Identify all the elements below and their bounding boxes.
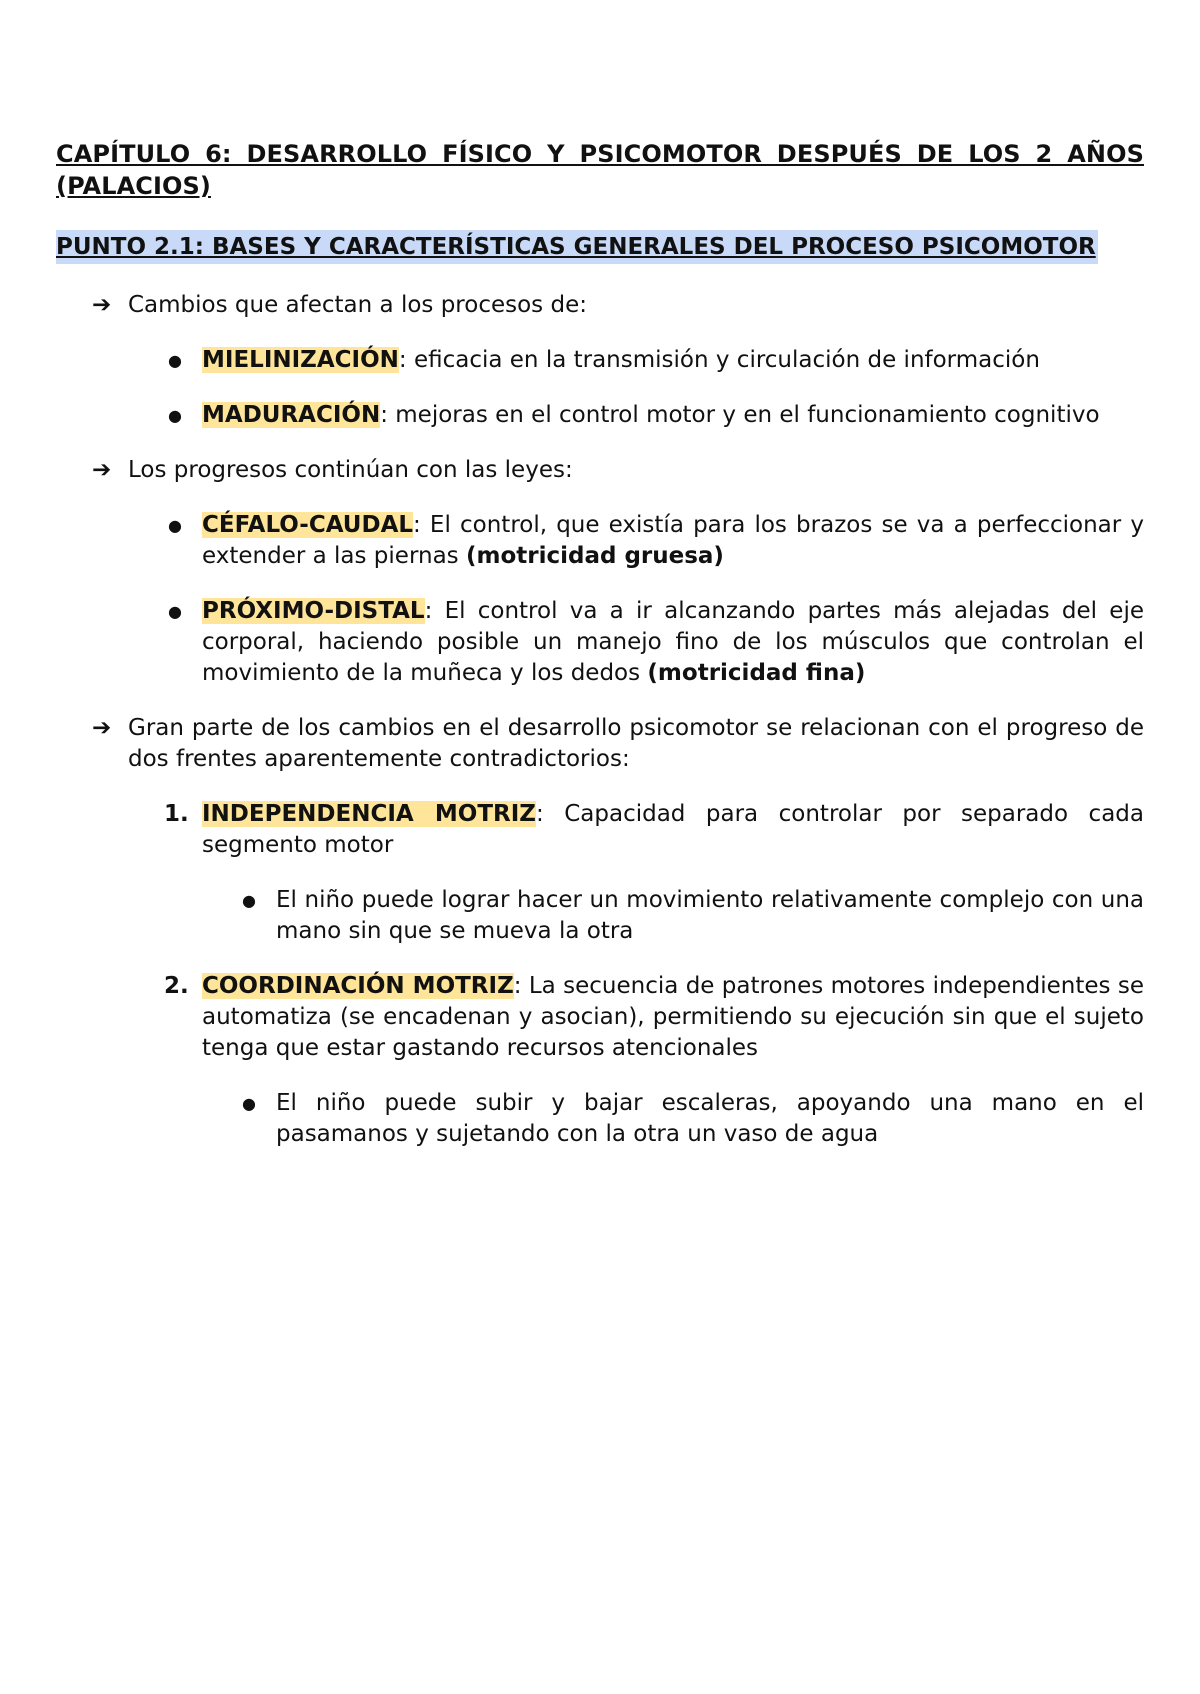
arrow-point-text: Los progresos continúan con las leyes: (128, 457, 573, 483)
arrow-point-changes (56, 290, 1144, 321)
emphasis-text: (motricidad fina) (647, 660, 866, 686)
term-mielinizacion: MIELINIZACIÓN (202, 347, 399, 373)
list-number: 1. (164, 801, 189, 827)
list-number: 2. (164, 973, 189, 999)
term-coordinacion-motriz: COORDINACIÓN MOTRIZ (202, 973, 514, 999)
arrow-icon: ➔ (92, 715, 112, 741)
definition-text: : eficacia en la transmisión y circulación de información (398, 347, 1040, 373)
arrow-icon: ➔ (92, 292, 112, 318)
term-cefalo-caudal: CÉFALO-CAUDAL (202, 512, 414, 538)
definition-text: : El control, que existía para los brazos se va a perfeccionar y extender a las piernas (202, 512, 1144, 569)
arrow-point-fronts (56, 713, 1144, 775)
emphasis-text: (motricidad gruesa) (465, 543, 724, 569)
definition-text: : El control va a ir alcanzando partes más alejadas del eje corporal, haciendo posible un manejo fino de los músculos que controlan el movimiento de la muñeca y los dedos (202, 598, 1144, 686)
section-heading: PUNTO 2.1: BASES Y CARACTERÍSTICAS GENERALES DEL PROCESO PSICOMOTOR (56, 230, 1098, 264)
definition-text: : mejoras en el control motor y en el funcionamiento cognitivo (380, 402, 1100, 428)
bullet-icon: ● (242, 891, 256, 910)
term-proximo-distal: PRÓXIMO-DISTAL (202, 598, 425, 624)
arrow-point-laws (56, 455, 1144, 486)
bullet-icon: ● (168, 602, 182, 621)
example-text: El niño puede subir y bajar escaleras, apoyando una mano en el pasamanos y sujetando con la otra un vaso de agua (276, 1090, 1144, 1147)
list-item-mielinizacion (56, 345, 1144, 376)
arrow-icon: ➔ (92, 457, 112, 483)
definition-text: : La secuencia de patrones motores independientes se automatiza (se encadenan y asocian), permitiendo su ejecución sin que el sujeto tenga que estar gastando recursos atencionales (202, 973, 1144, 1061)
numbered-item-independencia (56, 799, 1144, 861)
bullet-icon: ● (168, 406, 182, 425)
numbered-item-coordinacion (56, 971, 1144, 1064)
example-independencia (56, 885, 1144, 947)
document-page (56, 138, 1144, 1150)
term-maduracion: MADURACIÓN (202, 402, 381, 428)
chapter-title: CAPÍTULO 6: DESARROLLO FÍSICO Y PSICOMOTOR DESPUÉS DE LOS 2 AÑOS (PALACIOS) (56, 140, 1144, 200)
term-independencia-motriz: INDEPENDENCIA MOTRIZ (202, 801, 536, 827)
definition-text: : Capacidad para controlar por separado cada segmento motor (202, 801, 1144, 858)
list-item-cefalo-caudal (56, 510, 1144, 572)
example-text: El niño puede lograr hacer un movimiento relativamente complejo con una mano sin que se mueva la otra (276, 887, 1144, 944)
bullet-icon: ● (242, 1094, 256, 1113)
list-item-proximo-distal (56, 596, 1144, 689)
example-coordinacion (56, 1088, 1144, 1150)
arrow-point-text: Cambios que afectan a los procesos de: (128, 292, 587, 318)
list-item-maduracion (56, 400, 1144, 431)
bullet-icon: ● (168, 351, 182, 370)
arrow-point-text: Gran parte de los cambios en el desarrollo psicomotor se relacionan con el progreso de dos frentes aparentemente contradictorios: (128, 715, 1144, 772)
bullet-icon: ● (168, 516, 182, 535)
